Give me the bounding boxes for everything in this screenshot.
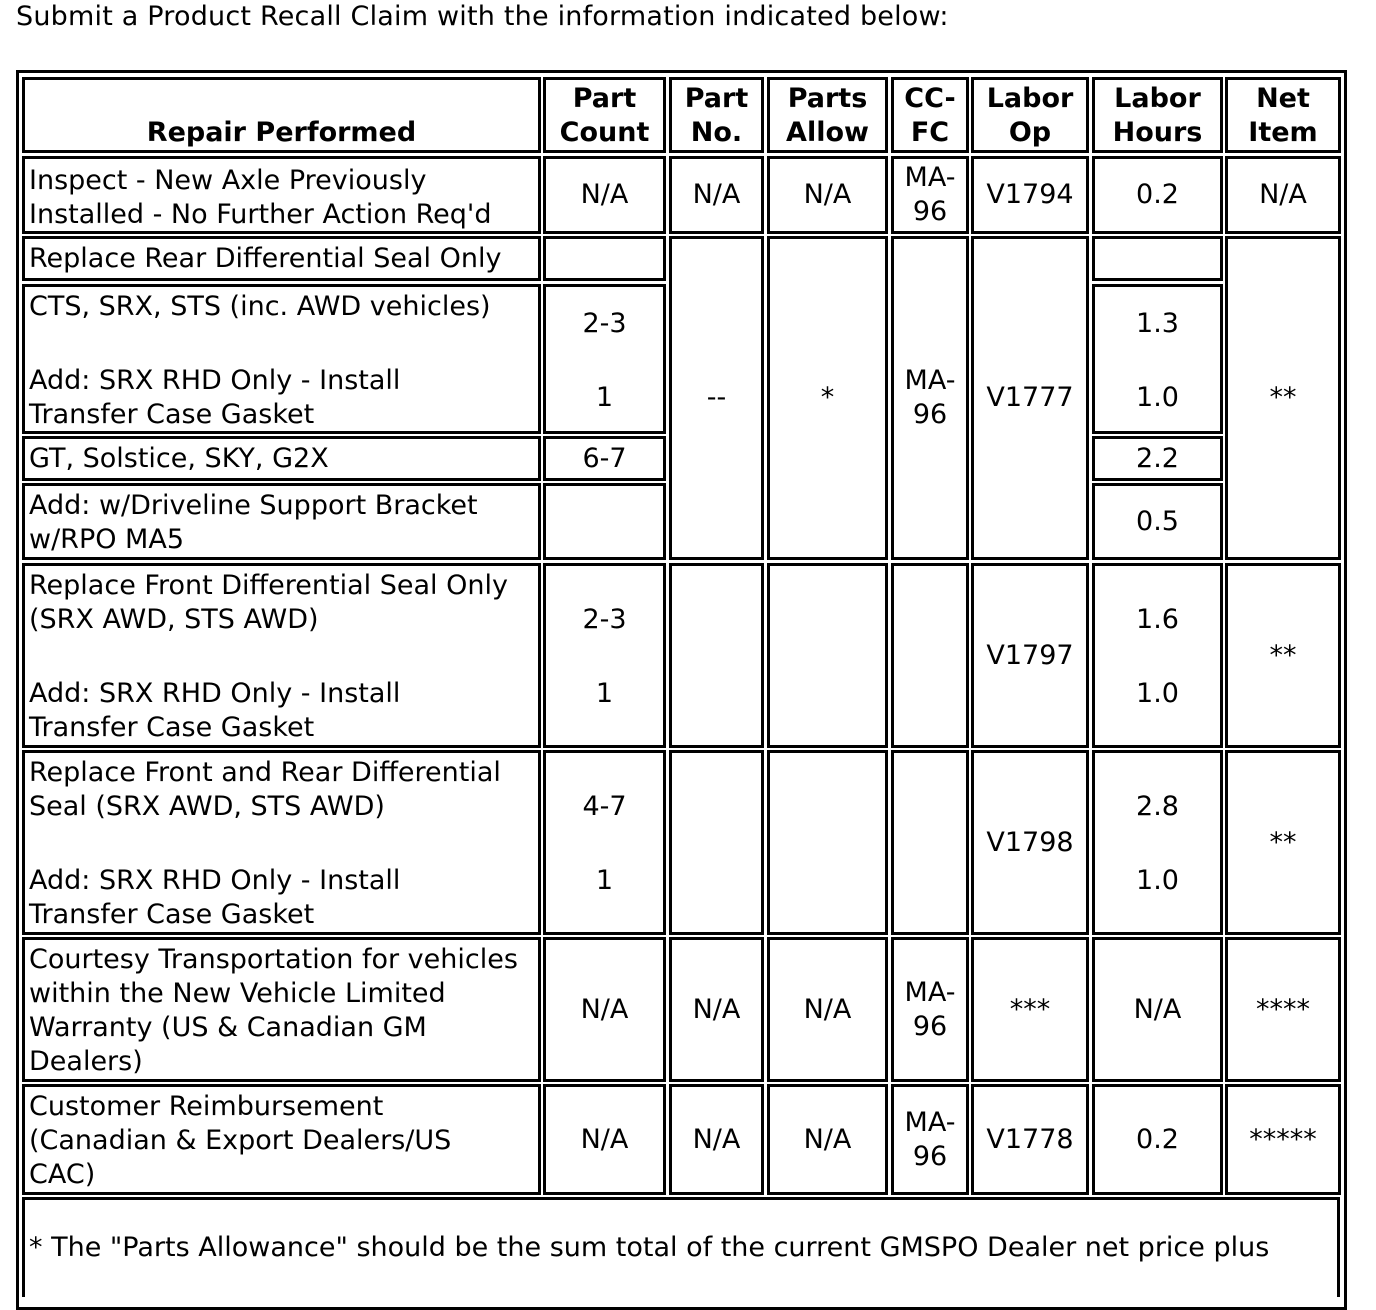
both-labor-op: V1798 [971, 750, 1089, 935]
rear-srx-add-hours: 1.0 [1136, 382, 1179, 413]
header-labor-op: Labor Op [971, 77, 1089, 153]
inspect-part-count: N/A [543, 156, 666, 234]
rear-gt-repair: GT, Solstice, SKY, G2X [22, 436, 541, 481]
rear-cts-repair-cell [22, 284, 541, 434]
front-add-count: 1 [595, 678, 614, 709]
header-part-no: Part No. [669, 77, 764, 153]
front-cc-fc-empty [891, 563, 969, 748]
courtesy-labor-hours: N/A [1092, 937, 1223, 1082]
rear-labor-op: V1777 [971, 236, 1089, 560]
reimb-repair: Customer Reimbursement (Canadian & Export Dealers/US CAC) [22, 1084, 541, 1195]
front-net-item: ** [1225, 563, 1341, 748]
courtesy-part-no: N/A [669, 937, 764, 1082]
rear-group-title-hours-empty [1092, 236, 1223, 281]
courtesy-parts-allow: N/A [767, 937, 888, 1082]
rear-group-title: Replace Rear Differential Seal Only [22, 236, 541, 281]
both-parts-allow-empty [767, 750, 888, 935]
header-net-item: Net Item [1225, 77, 1341, 153]
reimb-labor-op: V1778 [971, 1084, 1089, 1195]
rear-cts-hours-cell [1092, 284, 1223, 434]
both-repair-cell [22, 750, 541, 935]
front-count-cell [543, 563, 666, 748]
front-parts-allow-empty [767, 563, 888, 748]
both-count: 4-7 [582, 791, 627, 822]
inspect-repair-cell: Inspect - New Axle Previously Installed - No Further Action Req'd [22, 156, 541, 234]
both-add-count: 1 [595, 865, 614, 896]
header-parts-allow: Parts Allow [767, 77, 888, 153]
header-part-count: Part Count [543, 77, 666, 153]
footnote-cell [22, 1197, 1340, 1297]
reimb-cc-fc: MA- 96 [891, 1084, 969, 1195]
rear-gt-hours: 2.2 [1092, 436, 1223, 481]
both-hours: 2.8 [1136, 791, 1179, 822]
rear-net-item: ** [1225, 236, 1341, 560]
both-part-no-empty [669, 750, 764, 935]
front-hours: 1.6 [1136, 604, 1179, 635]
both-count-cell [543, 750, 666, 935]
rear-bracket-count-empty [543, 483, 666, 560]
inspect-parts-allow: N/A [767, 156, 888, 234]
rear-cts-repair: CTS, SRX, STS (inc. AWD vehicles) [29, 291, 491, 322]
front-part-no-empty [669, 563, 764, 748]
rear-cts-count-cell [543, 284, 666, 434]
rear-gt-count: 6-7 [543, 436, 666, 481]
both-add-repair: Add: SRX RHD Only - Install Transfer Case Gasket [29, 865, 401, 930]
inspect-cc-fc: MA- 96 [891, 156, 969, 234]
courtesy-labor-op: *** [971, 937, 1089, 1082]
inspect-labor-op: V1794 [971, 156, 1089, 234]
rear-bracket-repair: Add: w/Driveline Support Bracket w/RPO MA5 [22, 483, 541, 560]
reimb-parts-allow: N/A [767, 1084, 888, 1195]
rear-bracket-hours: 0.5 [1092, 483, 1223, 560]
rear-cts-hours: 1.3 [1136, 308, 1179, 339]
rear-cc-fc: MA- 96 [891, 236, 969, 560]
both-net-item: ** [1225, 750, 1341, 935]
reimb-net-item: ***** [1225, 1084, 1341, 1195]
front-repair-cell [22, 563, 541, 748]
rear-cts-count: 2-3 [582, 308, 627, 339]
footnote-text: * The "Parts Allowance" should be the sum total of the current GMSPO Dealer net price plus [29, 1232, 1270, 1263]
inspect-net-item: N/A [1225, 156, 1341, 234]
front-add-hours: 1.0 [1136, 678, 1179, 709]
reimb-part-no: N/A [669, 1084, 764, 1195]
rear-parts-allow: * [767, 236, 888, 560]
both-repair: Replace Front and Rear Differential Seal (SRX AWD, STS AWD) [29, 757, 501, 822]
courtesy-part-count: N/A [543, 937, 666, 1082]
front-add-repair: Add: SRX RHD Only - Install Transfer Case Gasket [29, 678, 401, 743]
courtesy-repair: Courtesy Transportation for vehicles within the New Vehicle Limited Warranty (US & Canadian GM Dealers) [22, 937, 541, 1082]
header-repair-performed: Repair Performed [22, 77, 541, 153]
rear-srx-add-repair: Add: SRX RHD Only - Install Transfer Case Gasket [29, 365, 401, 430]
header-labor-hours: Labor Hours [1092, 77, 1223, 153]
both-add-hours: 1.0 [1136, 865, 1179, 896]
front-count: 2-3 [582, 604, 627, 635]
both-hours-cell [1092, 750, 1223, 935]
front-hours-cell [1092, 563, 1223, 748]
reimb-labor-hours: 0.2 [1092, 1084, 1223, 1195]
front-repair: Replace Front Differential Seal Only (SRX AWD, STS AWD) [29, 570, 508, 635]
reimb-part-count: N/A [543, 1084, 666, 1195]
header-cc-fc: CC- FC [891, 77, 969, 153]
rear-group-title-count-empty [543, 236, 666, 281]
inspect-part-no: N/A [669, 156, 764, 234]
front-labor-op: V1797 [971, 563, 1089, 748]
intro-text: Submit a Product Recall Claim with the information indicated below: [16, 1, 949, 32]
rear-part-no: -- [669, 236, 764, 560]
both-cc-fc-empty [891, 750, 969, 935]
courtesy-cc-fc: MA- 96 [891, 937, 969, 1082]
inspect-labor-hours: 0.2 [1092, 156, 1223, 234]
rear-srx-add-count: 1 [595, 382, 614, 413]
courtesy-net-item: **** [1225, 937, 1341, 1082]
